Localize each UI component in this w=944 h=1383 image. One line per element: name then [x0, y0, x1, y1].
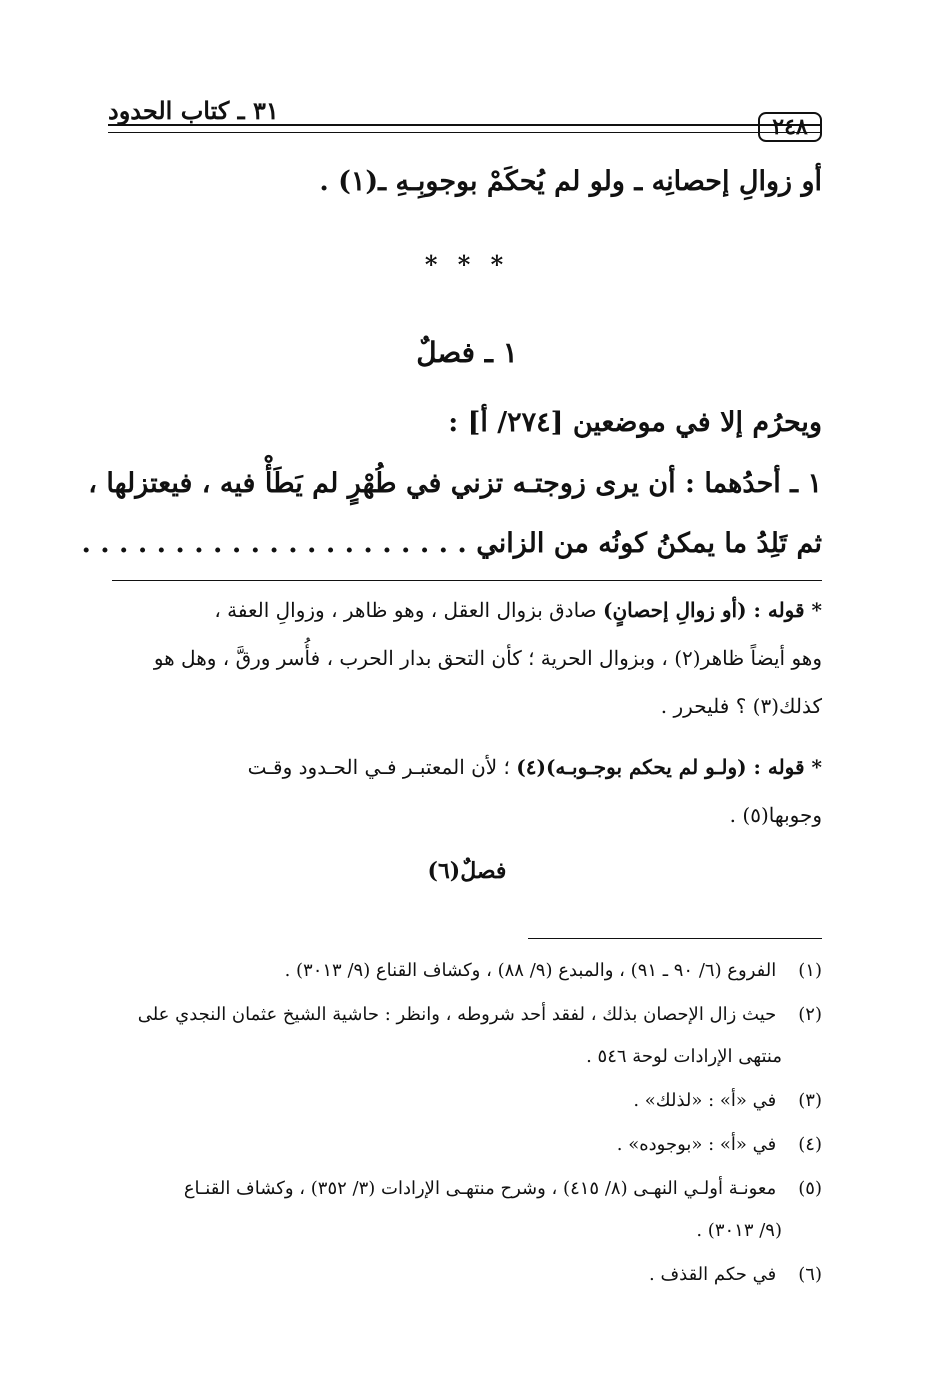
fasl-heading: فصلٌ(٦) — [427, 858, 507, 884]
footnote-5-continuation: (٩/ ٣٠١٣) . — [696, 1220, 782, 1241]
main-line-3: ١ ـ أحدُهما : أن يرى زوجتـه تزني في طُهْرٍ لم يَطَأْ فيه ، فيعتزلها ، — [88, 468, 822, 499]
footnote-5 — [112, 1178, 822, 1199]
footnote-5-number: (٥) — [798, 1178, 822, 1199]
main-line-4 — [81, 528, 822, 559]
main-line-2: ويحرُم إلا في موضعين [٢٧٤/ أ] : — [448, 407, 822, 438]
footnote-6-text: في حكم القذف . — [649, 1264, 777, 1285]
footnote-2-number: (٢) — [798, 1004, 822, 1025]
commentary-1-rest: صادق بزوال العقل ، وهو ظاهر ، وزوالِ العفة ، — [214, 598, 597, 622]
main-line-1: أو زوالِ إحصانِه ـ ولو لم يُحكَمْ بوجوبِـهِ ـ(١) . — [319, 166, 822, 197]
commentary-separator — [112, 580, 822, 581]
footnote-3-text: في «أ» : «لذلك» . — [633, 1090, 777, 1111]
commentary-1-line-1 — [112, 598, 822, 622]
commentary-2-line-1 — [112, 755, 822, 779]
footnote-3 — [112, 1090, 822, 1111]
footnote-6 — [112, 1264, 822, 1285]
footnote-4 — [112, 1134, 822, 1155]
commentary-1-line-2: وهو أيضاً ظاهر(٢) ، وبزوال الحرية ؛ كأن التحق بدار الحرب ، فأُسر ورقَّ ، وهل هو — [153, 646, 822, 670]
commentary-2-line-2: وجوبها(٥) . — [729, 803, 822, 827]
section-stars: * * * — [424, 250, 510, 279]
footnote-2 — [112, 1004, 822, 1025]
footnote-4-text: في «أ» : «بوجوده» . — [616, 1134, 777, 1155]
main-line-4-text: ثم تَلِدُ ما يمكنُ كونُه من الزاني — [476, 528, 822, 559]
footnote-4-number: (٤) — [798, 1134, 822, 1155]
footnote-separator — [528, 938, 822, 939]
running-title: ٣١ ـ كتاب الحدود — [108, 96, 279, 125]
header-rule — [108, 124, 822, 133]
commentary-1-lead: * قوله : (أو زوالِ إحصانٍ) — [603, 598, 822, 622]
footnote-5-text: معونـة أولـي النهـى (٨/ ٤١٥) ، وشرح منتهـى الإرادات (٣/ ٣٥٢) ، وكشاف القنـاع — [183, 1178, 777, 1199]
footnote-1-number: (١) — [798, 960, 822, 981]
footnote-2-continuation: منتهى الإرادات لوحة ٥٤٦ . — [586, 1046, 782, 1067]
footnote-3-number: (٣) — [798, 1090, 822, 1111]
commentary-2-rest: ؛ لأن المعتبـر فـي الحـدود وقـت — [247, 755, 510, 779]
footnote-1 — [112, 960, 822, 981]
footnote-6-number: (٦) — [798, 1264, 822, 1285]
page-number: ٢٤٨ — [758, 112, 822, 142]
continuation-dots: . . . . . . . . . . . . . . . . . . . . . — [81, 528, 467, 559]
section-heading: ١ ـ فصلٌ — [416, 336, 518, 369]
commentary-1-line-3: كذلك(٣) ؟ فليحرر . — [660, 694, 822, 718]
footnote-2-text: حيث زال الإحصان بذلك ، لفقد أحد شروطه ، وانظر : حاشية الشيخ عثمان النجدي على — [137, 1004, 777, 1025]
commentary-2-lead: * قوله : (ولـو لم يحكم بوجـوبـه)(٤) — [516, 755, 822, 779]
footnote-1-text: الفروع (٦/ ٩٠ ـ ٩١) ، والمبدع (٩/ ٨٨) ، وكشاف القناع (٩/ ٣٠١٣) . — [284, 960, 777, 981]
